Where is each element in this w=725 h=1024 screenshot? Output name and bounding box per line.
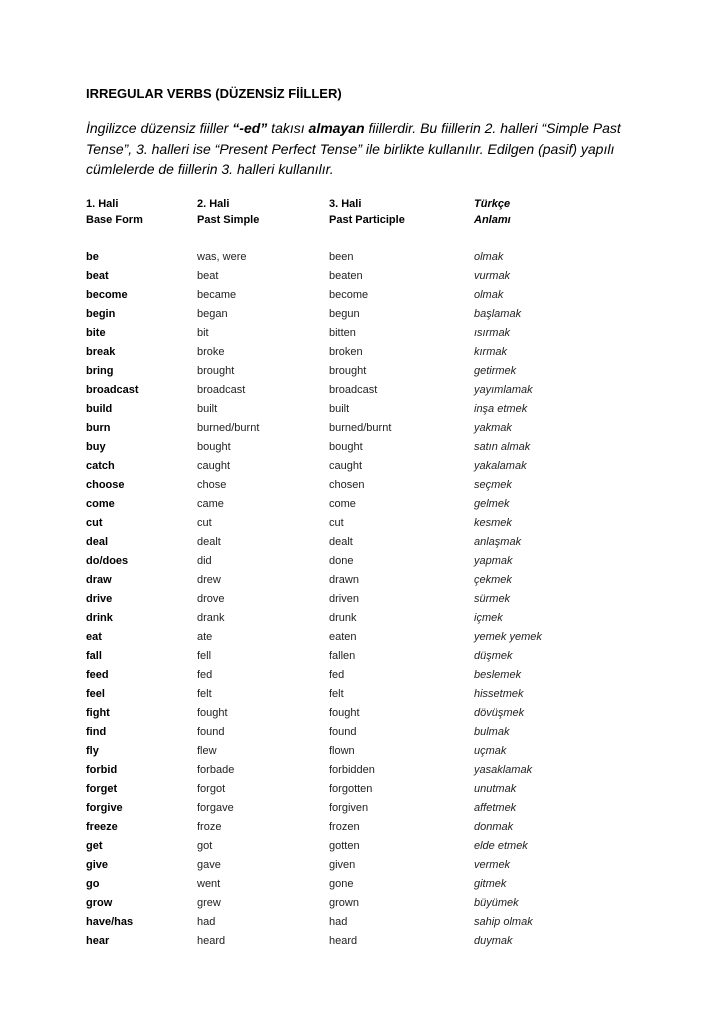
- verb-past-participle: eaten: [329, 631, 357, 643]
- verb-past-participle: begun: [329, 308, 360, 320]
- verb-past-simple: burned/burnt: [197, 422, 260, 434]
- table-row: [0, 913, 725, 932]
- verb-past-participle: done: [329, 555, 354, 567]
- verb-table: [0, 248, 725, 951]
- table-row: [0, 533, 725, 552]
- column-header-line: 3. Hali: [329, 198, 362, 210]
- verb-past-simple: flew: [197, 745, 217, 757]
- verb-turkish-meaning: vurmak: [474, 270, 511, 282]
- verb-past-participle: grown: [329, 897, 359, 909]
- verb-past-simple: built: [197, 403, 218, 415]
- verb-past-participle: fallen: [329, 650, 356, 662]
- column-header-base-form: [86, 196, 143, 228]
- verb-past-simple: found: [197, 726, 225, 738]
- column-header-line: 2. Hali: [197, 198, 230, 210]
- table-row: [0, 894, 725, 913]
- verb-past-participle: drunk: [329, 612, 357, 624]
- verb-turkish-meaning: yayımlamak: [474, 384, 533, 396]
- verb-past-simple: came: [197, 498, 224, 510]
- verb-turkish-meaning: düşmek: [474, 650, 513, 662]
- verb-base-form: broadcast: [86, 384, 139, 396]
- verb-turkish-meaning: elde etmek: [474, 840, 528, 852]
- table-row: [0, 647, 725, 666]
- verb-turkish-meaning: yemek yemek: [474, 631, 542, 643]
- verb-base-form: cut: [86, 517, 103, 529]
- verb-base-form: grow: [86, 897, 113, 909]
- verb-turkish-meaning: yasaklamak: [474, 764, 533, 776]
- verb-past-simple: became: [197, 289, 237, 301]
- table-row: [0, 628, 725, 647]
- verb-base-form: bite: [86, 327, 106, 339]
- table-row: [0, 476, 725, 495]
- verb-base-form: get: [86, 840, 103, 852]
- table-row: [0, 438, 725, 457]
- verb-turkish-meaning: hissetmek: [474, 688, 524, 700]
- verb-turkish-meaning: anlaşmak: [474, 536, 522, 548]
- verb-past-simple: drove: [197, 593, 225, 605]
- verb-past-participle: beaten: [329, 270, 363, 282]
- table-row: [0, 590, 725, 609]
- verb-past-simple: forgot: [197, 783, 226, 795]
- verb-base-form: come: [86, 498, 115, 510]
- verb-base-form: drink: [86, 612, 113, 624]
- verb-turkish-meaning: olmak: [474, 289, 504, 301]
- verb-past-participle: broadcast: [329, 384, 378, 396]
- verb-turkish-meaning: getirmek: [474, 365, 517, 377]
- table-row: [0, 818, 725, 837]
- verb-base-form: burn: [86, 422, 111, 434]
- verb-turkish-meaning: gitmek: [474, 878, 507, 890]
- verb-past-simple: broke: [197, 346, 225, 358]
- column-header-line: Anlamı: [474, 214, 511, 226]
- verb-base-form: catch: [86, 460, 115, 472]
- table-row: [0, 932, 725, 951]
- verb-past-simple: drank: [197, 612, 225, 624]
- verb-past-participle: forgiven: [329, 802, 369, 814]
- verb-past-simple: ate: [197, 631, 213, 643]
- intro-paragraph: [86, 118, 626, 180]
- verb-turkish-meaning: başlamak: [474, 308, 522, 320]
- verb-past-participle: drawn: [329, 574, 359, 586]
- verb-turkish-meaning: donmak: [474, 821, 514, 833]
- verb-base-form: hear: [86, 935, 110, 947]
- verb-past-participle: fought: [329, 707, 360, 719]
- verb-past-participle: chosen: [329, 479, 365, 491]
- intro-bold-word: almayan: [308, 120, 365, 136]
- verb-turkish-meaning: yakmak: [474, 422, 512, 434]
- verb-past-participle: forbidden: [329, 764, 375, 776]
- verb-past-simple: cut: [197, 517, 212, 529]
- verb-base-form: build: [86, 403, 113, 415]
- verb-past-simple: heard: [197, 935, 226, 947]
- verb-base-form: fight: [86, 707, 110, 719]
- verb-base-form: draw: [86, 574, 112, 586]
- verb-base-form: do/does: [86, 555, 129, 567]
- table-row: [0, 856, 725, 875]
- verb-base-form: forbid: [86, 764, 118, 776]
- verb-past-participle: bitten: [329, 327, 356, 339]
- table-row: [0, 704, 725, 723]
- verb-turkish-meaning: seçmek: [474, 479, 512, 491]
- verb-past-participle: brought: [329, 365, 367, 377]
- verb-turkish-meaning: satın almak: [474, 441, 531, 453]
- column-header-line: 1. Hali: [86, 198, 119, 210]
- verb-past-participle: flown: [329, 745, 355, 757]
- verb-base-form: choose: [86, 479, 125, 491]
- verb-turkish-meaning: kesmek: [474, 517, 512, 529]
- verb-base-form: freeze: [86, 821, 118, 833]
- verb-turkish-meaning: unutmak: [474, 783, 517, 795]
- verb-turkish-meaning: sahip olmak: [474, 916, 533, 928]
- table-row: [0, 609, 725, 628]
- table-row: [0, 381, 725, 400]
- verb-past-simple: forbade: [197, 764, 235, 776]
- verb-past-simple: gave: [197, 859, 221, 871]
- table-row: [0, 666, 725, 685]
- table-row: [0, 799, 725, 818]
- column-header-line: Türkçe: [474, 198, 511, 210]
- verb-past-simple: broadcast: [197, 384, 246, 396]
- verb-base-form: feel: [86, 688, 105, 700]
- column-header-past-participle: [329, 196, 405, 228]
- intro-text: İngilizce düzensiz fiiller: [86, 120, 233, 136]
- verb-past-participle: come: [329, 498, 356, 510]
- verb-past-simple: grew: [197, 897, 221, 909]
- verb-past-simple: brought: [197, 365, 235, 377]
- verb-past-simple: was, were: [197, 251, 247, 263]
- page-title: IRREGULAR VERBS (DÜZENSİZ FİİLLER): [86, 86, 342, 101]
- verb-past-participle: caught: [329, 460, 363, 472]
- verb-past-participle: dealt: [329, 536, 353, 548]
- verb-turkish-meaning: yakalamak: [474, 460, 527, 472]
- table-row: [0, 571, 725, 590]
- verb-past-simple: froze: [197, 821, 222, 833]
- verb-past-simple: dealt: [197, 536, 221, 548]
- verb-past-participle: fed: [329, 669, 345, 681]
- verb-turkish-meaning: içmek: [474, 612, 503, 624]
- verb-base-form: bring: [86, 365, 114, 377]
- verb-base-form: give: [86, 859, 109, 871]
- verb-base-form: find: [86, 726, 107, 738]
- verb-turkish-meaning: duymak: [474, 935, 513, 947]
- verb-past-participle: broken: [329, 346, 363, 358]
- table-row: [0, 514, 725, 533]
- table-row: [0, 875, 725, 894]
- verb-past-simple: bit: [197, 327, 209, 339]
- table-row: [0, 761, 725, 780]
- verb-turkish-meaning: inşa etmek: [474, 403, 528, 415]
- verb-base-form: feed: [86, 669, 109, 681]
- verb-past-participle: driven: [329, 593, 359, 605]
- verb-turkish-meaning: dövüşmek: [474, 707, 525, 719]
- table-row: [0, 267, 725, 286]
- verb-past-simple: got: [197, 840, 213, 852]
- verb-base-form: beat: [86, 270, 109, 282]
- verb-past-participle: bought: [329, 441, 363, 453]
- verb-past-simple: went: [197, 878, 221, 890]
- verb-turkish-meaning: bulmak: [474, 726, 510, 738]
- verb-past-simple: bought: [197, 441, 231, 453]
- table-row: [0, 343, 725, 362]
- verb-past-participle: given: [329, 859, 356, 871]
- verb-turkish-meaning: büyümek: [474, 897, 519, 909]
- verb-past-participle: frozen: [329, 821, 360, 833]
- verb-past-participle: gone: [329, 878, 354, 890]
- verb-base-form: have/has: [86, 916, 134, 928]
- verb-past-simple: chose: [197, 479, 227, 491]
- verb-past-participle: built: [329, 403, 350, 415]
- column-header-turkish-meaning: [474, 196, 511, 228]
- verb-past-simple: felt: [197, 688, 212, 700]
- intro-bold-suffix: “-ed”: [232, 120, 268, 136]
- table-row: [0, 305, 725, 324]
- table-row: [0, 248, 725, 267]
- verb-past-participle: burned/burnt: [329, 422, 392, 434]
- table-row: [0, 552, 725, 571]
- verb-past-participle: cut: [329, 517, 344, 529]
- verb-base-form: go: [86, 878, 100, 890]
- table-row: [0, 723, 725, 742]
- verb-base-form: fly: [86, 745, 99, 757]
- verb-past-simple: had: [197, 916, 216, 928]
- table-row: [0, 837, 725, 856]
- verb-past-simple: beat: [197, 270, 219, 282]
- verb-turkish-meaning: affetmek: [474, 802, 517, 814]
- verb-past-participle: heard: [329, 935, 358, 947]
- verb-turkish-meaning: kırmak: [474, 346, 507, 358]
- table-row: [0, 324, 725, 343]
- verb-turkish-meaning: olmak: [474, 251, 504, 263]
- table-row: [0, 780, 725, 799]
- verb-turkish-meaning: sürmek: [474, 593, 511, 605]
- verb-turkish-meaning: yapmak: [474, 555, 513, 567]
- verb-turkish-meaning: uçmak: [474, 745, 507, 757]
- verb-past-simple: did: [197, 555, 212, 567]
- verb-past-simple: caught: [197, 460, 231, 472]
- table-row: [0, 400, 725, 419]
- verb-past-simple: began: [197, 308, 228, 320]
- column-header-line: Past Simple: [197, 214, 260, 226]
- table-row: [0, 495, 725, 514]
- verb-past-simple: drew: [197, 574, 221, 586]
- verb-base-form: forgive: [86, 802, 123, 814]
- verb-base-form: eat: [86, 631, 102, 643]
- verb-base-form: fall: [86, 650, 102, 662]
- verb-past-participle: forgotten: [329, 783, 373, 795]
- verb-turkish-meaning: çekmek: [474, 574, 512, 586]
- table-row: [0, 742, 725, 761]
- verb-base-form: become: [86, 289, 128, 301]
- verb-base-form: buy: [86, 441, 106, 453]
- table-row: [0, 362, 725, 381]
- verb-past-simple: fought: [197, 707, 228, 719]
- table-row: [0, 685, 725, 704]
- verb-turkish-meaning: ısırmak: [474, 327, 511, 339]
- column-header-line: Base Form: [86, 214, 143, 226]
- table-row: [0, 419, 725, 438]
- verb-base-form: begin: [86, 308, 116, 320]
- table-row: [0, 286, 725, 305]
- verb-past-simple: fell: [197, 650, 212, 662]
- verb-base-form: forget: [86, 783, 118, 795]
- verb-past-simple: fed: [197, 669, 213, 681]
- verb-past-participle: gotten: [329, 840, 360, 852]
- verb-past-participle: found: [329, 726, 357, 738]
- verb-base-form: be: [86, 251, 99, 263]
- verb-past-simple: forgave: [197, 802, 234, 814]
- verb-past-participle: felt: [329, 688, 344, 700]
- intro-text: fiillerdir. Bu fiillerin 2. halleri “Simple Past Tense”, 3. halleri ise “Present Perfect Tense” ile birlikte kullanılır. Edilgen (pasif) yapılı cümlelerde de fiillerin 3. halleri kullanılır.: [86, 120, 621, 177]
- verb-base-form: break: [86, 346, 116, 358]
- verb-past-participle: had: [329, 916, 348, 928]
- intro-text: takısı: [267, 120, 309, 136]
- verb-past-participle: become: [329, 289, 369, 301]
- column-header-past-simple: [197, 196, 259, 228]
- verb-base-form: drive: [86, 593, 113, 605]
- column-header-line: Past Participle: [329, 214, 405, 226]
- verb-turkish-meaning: vermek: [474, 859, 511, 871]
- verb-turkish-meaning: gelmek: [474, 498, 510, 510]
- table-row: [0, 457, 725, 476]
- verb-past-participle: been: [329, 251, 354, 263]
- verb-turkish-meaning: beslemek: [474, 669, 522, 681]
- verb-base-form: deal: [86, 536, 109, 548]
